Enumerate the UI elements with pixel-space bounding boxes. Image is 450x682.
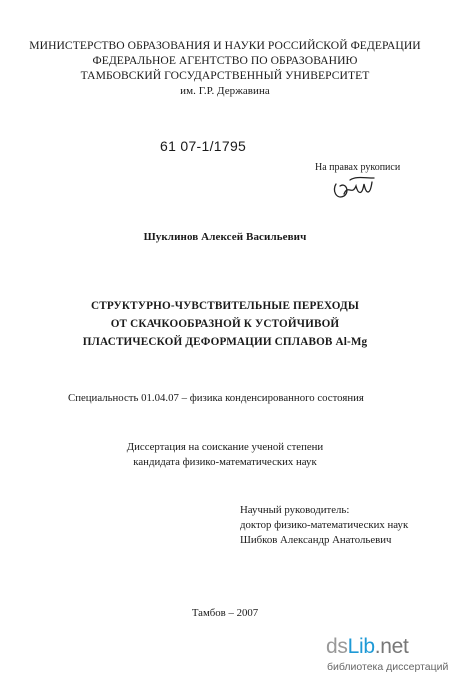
watermark-net: .net xyxy=(374,635,409,658)
ministry-heading: МИНИСТЕРСТВО ОБРАЗОВАНИЯ И НАУКИ РОССИЙСКОЙ ФЕДЕРАЦИИ xyxy=(29,39,421,52)
dissertation-degree-line-2: кандидата физико-математических наук xyxy=(133,456,317,468)
manuscript-rights-note: На правах рукописи xyxy=(315,162,401,173)
watermark-subtitle: библиотека диссертаций xyxy=(327,661,449,673)
dissertation-degree-line-1: Диссертация на соискание ученой степени xyxy=(126,441,324,453)
university-heading: ТАМБОВСКИЙ ГОСУДАРСТВЕННЫЙ УНИВЕРСИТЕТ xyxy=(80,69,370,82)
agency-heading: ФЕДЕРАЛЬНОЕ АГЕНТСТВО ПО ОБРАЗОВАНИЮ xyxy=(92,54,358,67)
title-line-3: ПЛАСТИЧЕСКОЙ ДЕФОРМАЦИИ СПЛАВОВ Al-Mg xyxy=(82,336,368,348)
handwritten-signature xyxy=(330,174,378,202)
supervisor-degree: доктор физико-математических наук xyxy=(240,519,409,531)
author-name: Шуклинов Алексей Васильевич xyxy=(143,231,307,243)
dslib-watermark xyxy=(326,635,449,679)
supervisor-label: Научный руководитель: xyxy=(240,504,350,516)
watermark-lib: Lib xyxy=(347,635,375,658)
specialty-line: Специальность 01.04.07 – физика конденсированного состояния xyxy=(68,392,364,404)
place-and-year: Тамбов – 2007 xyxy=(191,607,259,619)
title-line-1: СТРУКТУРНО-ЧУВСТВИТЕЛЬНЫЕ ПЕРЕХОДЫ xyxy=(91,300,359,312)
university-named-after: им. Г.Р. Державина xyxy=(180,85,270,97)
watermark-ds: ds xyxy=(326,635,348,658)
watermark-logo xyxy=(326,635,409,659)
title-line-2: ОТ СКАЧКООБРАЗНОЙ К УСТОЙЧИВОЙ xyxy=(110,318,340,330)
supervisor-name: Шибков Александр Анатольевич xyxy=(240,534,392,546)
document-code: 61 07-1/1795 xyxy=(160,138,247,154)
